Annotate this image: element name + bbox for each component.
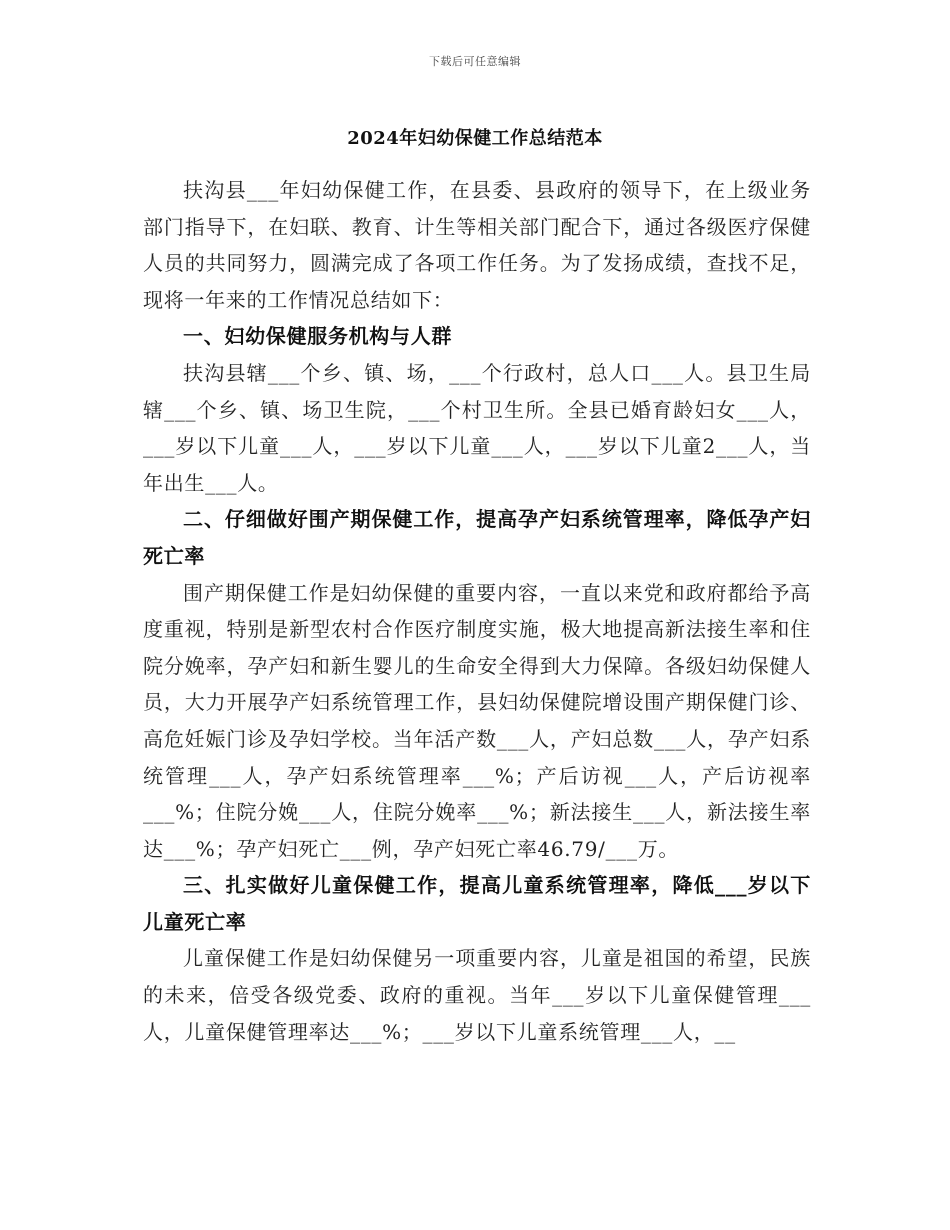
page-header-note: 下载后可任意编辑	[429, 55, 521, 68]
intro-paragraph: 扶沟县___年妇幼保健工作，在县委、县政府的领导下，在上级业务部门指导下，在妇联、教育、计生等相关部门配合下，通过各级医疗保健人员的共同努力，圆满完成了各项工作任务。为了发扬成绩，查找不足，现将一年来的工作情况总结如下：	[143, 178, 811, 312]
document-title: 2024年妇幼保健工作总结范本	[347, 128, 603, 149]
section-heading-2: 二、仔细做好围产期保健工作，提高孕产妇系统管理率，降低孕产妇死亡率	[143, 507, 811, 568]
section-2-paragraph: 围产期保健工作是妇幼保健的重要内容，一直以来党和政府都给予高度重视，特别是新型农村合作医疗制度实施，极大地提高新法接生率和住院分娩率，孕产妇和新生婴儿的生命安全得到大力保障。各级妇幼保健人员，大力开展孕产妇系统管理工作，县妇幼保健院增设围产期保健门诊、高危妊娠门诊及孕妇学校。当年活产数___人，产妇总数___人，孕产妇系统管理___人，孕产妇系统管理率___%；产后访视___人，产后访视率___%；住院分娩___人，住院分娩率___%；新法接生___人，新法接生率达___%；孕产妇死亡___例，孕产妇死亡率46.79/___万。	[143, 580, 811, 861]
section-3-paragraph: 儿童保健工作是妇幼保健另一项重要内容，儿童是祖国的希望，民族的未来，倍受各级党委、政府的重视。当年___岁以下儿童保健管理___人，儿童保健管理率达___%；___岁以下儿童系统管理___人，__	[143, 946, 811, 1044]
document-body	[143, 172, 811, 1050]
section-heading-3: 三、扎实做好儿童保健工作，提高儿童系统管理率，降低___岁以下儿童死亡率	[143, 873, 811, 934]
section-1-paragraph: 扶沟县辖___个乡、镇、场，___个行政村，总人口___人。县卫生局辖___个乡、镇、场卫生院，___个村卫生所。全县已婚育龄妇女___人，___岁以下儿童___人，___岁以下儿童___人，___岁以下儿童2___人，当年出生___人。	[143, 360, 811, 495]
section-heading-1: 一、妇幼保健服务机构与人群	[183, 324, 453, 349]
